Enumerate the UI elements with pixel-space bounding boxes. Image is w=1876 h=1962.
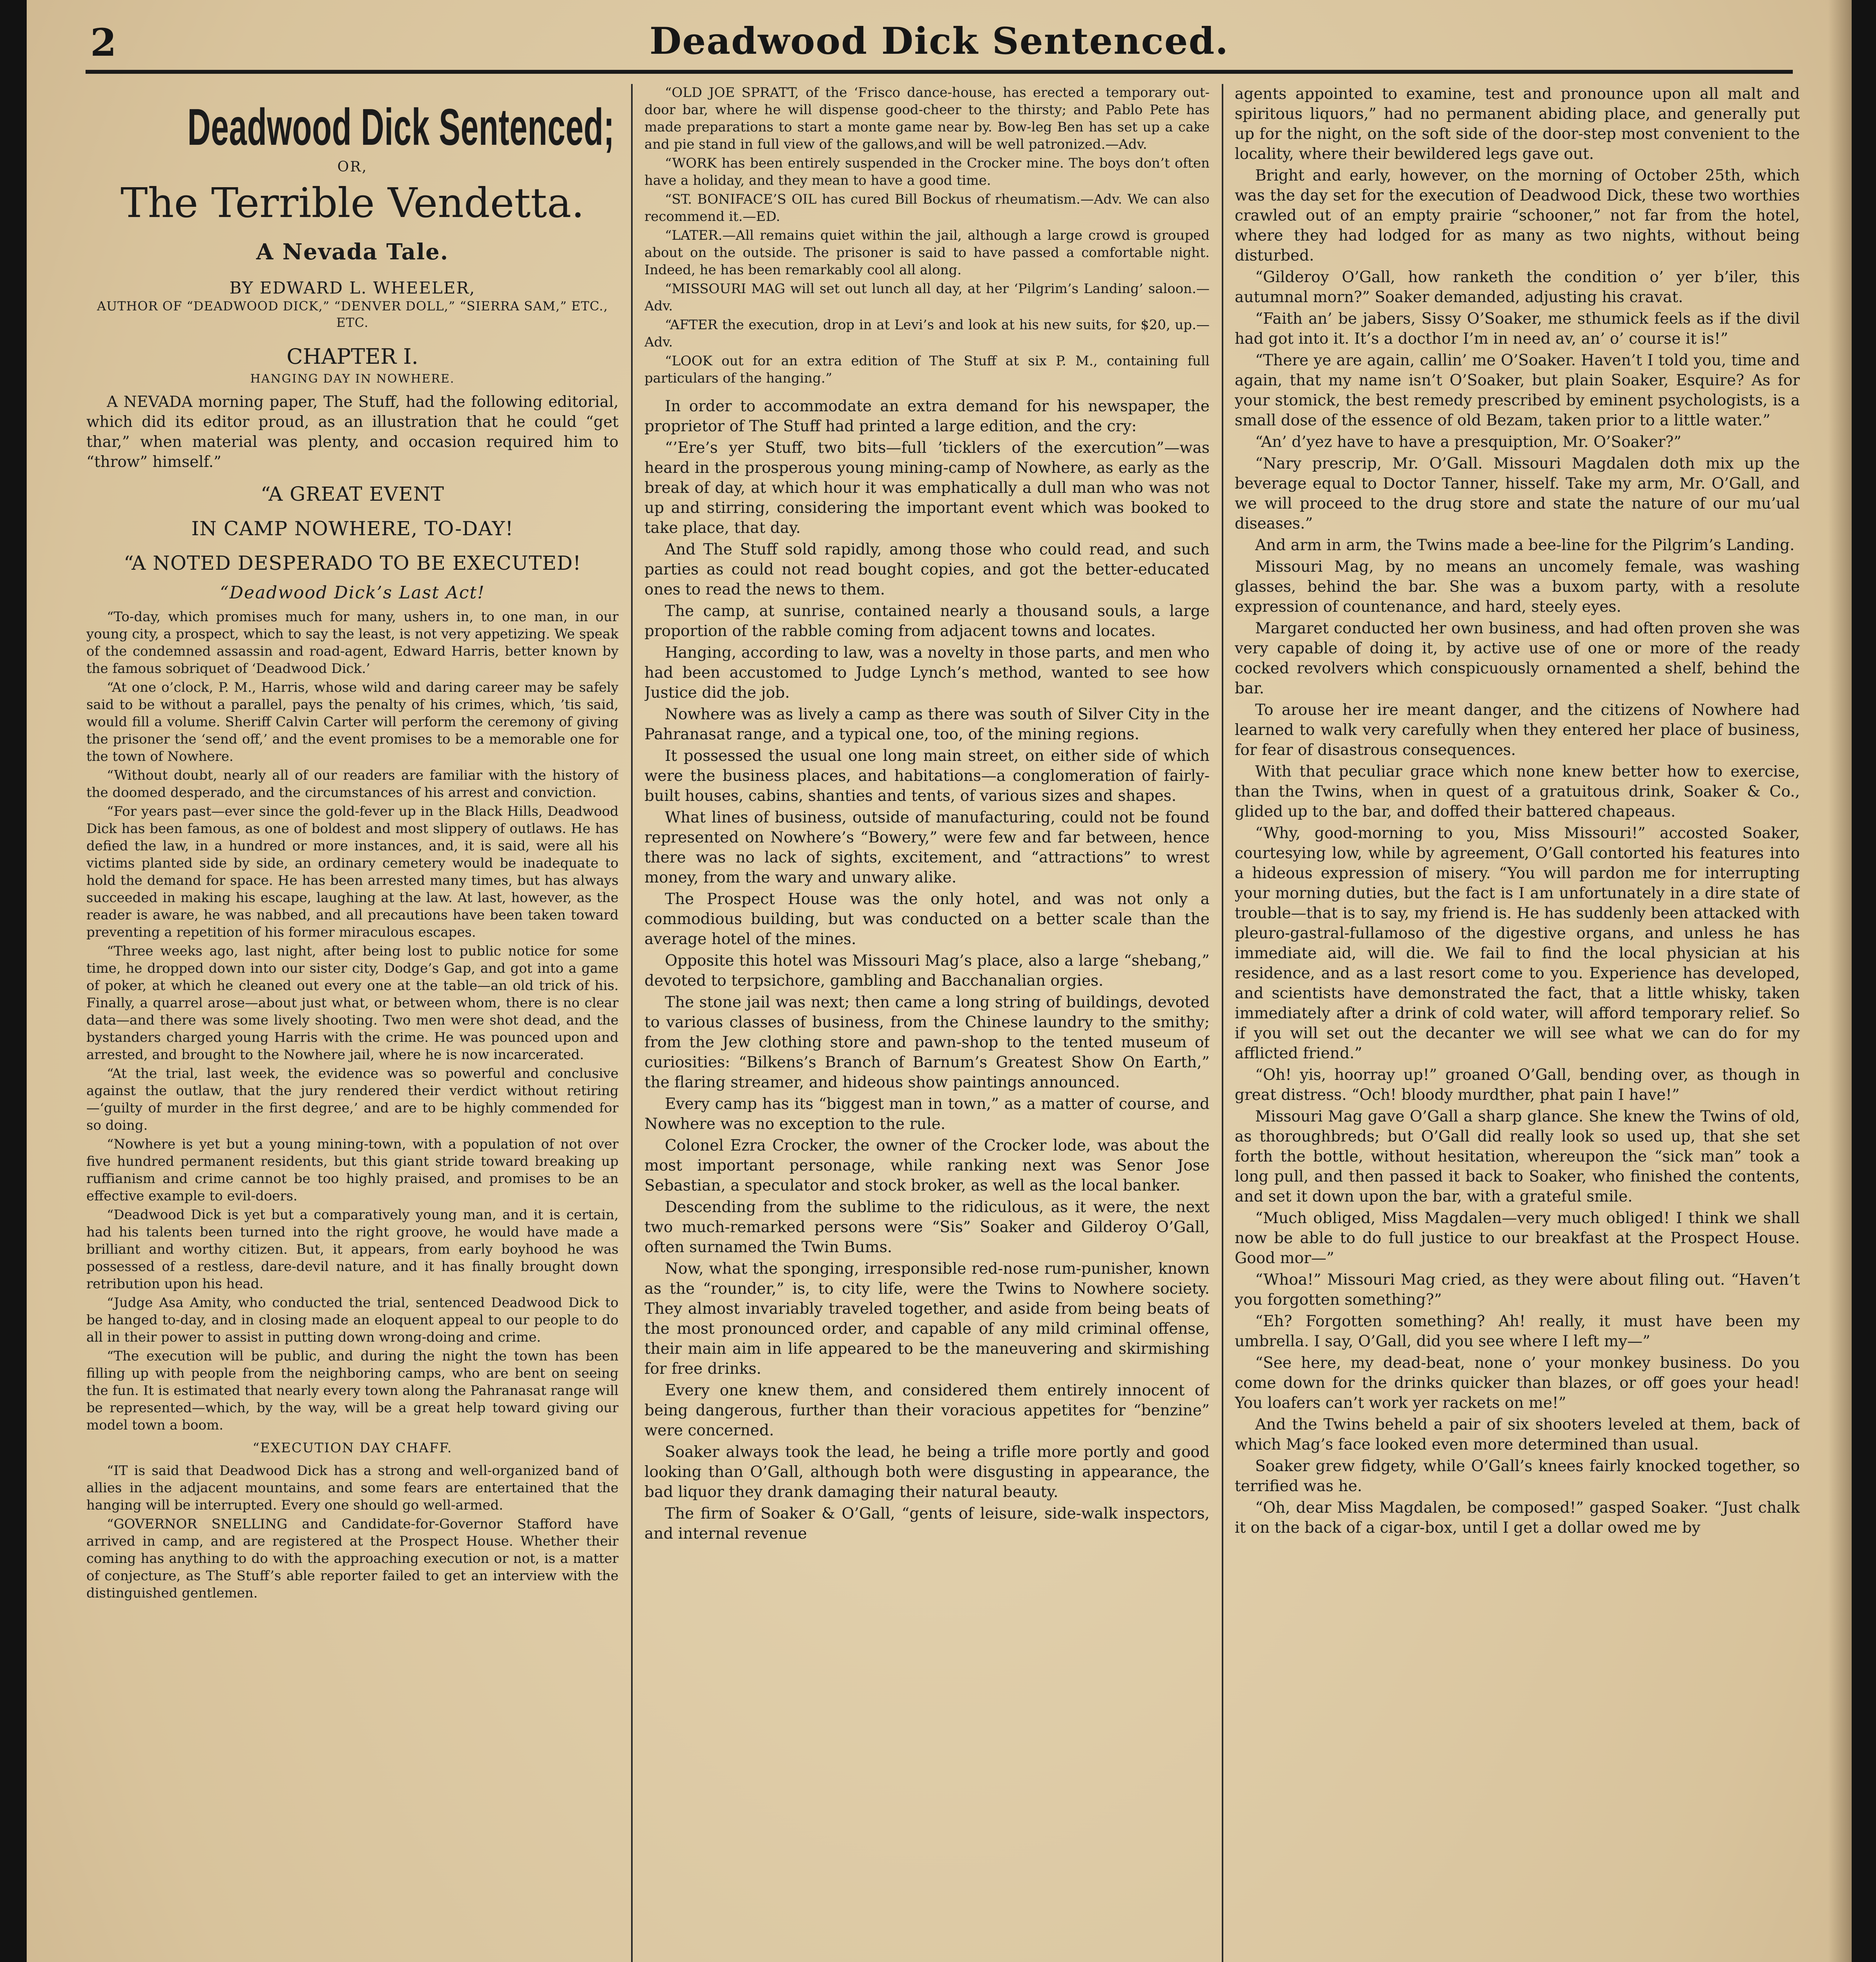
paragraph: The camp, at sunrise, contained nearly a thousand souls, a large proportion of the rabble coming from adjacent towns and locates. xyxy=(644,602,1210,640)
paragraph: “’Ere’s yer Stuff, two bits—full ’ticklers of the exercution”—was heard in the prosperous young mining-camp of Nowhere, as early as the break of day, at which hour it was emphatically a dull man who was not up and stirring, considering the important event which was booked to take place, that day. xyxy=(644,439,1210,537)
column-divider xyxy=(1222,84,1223,1962)
paragraph: “There ye are again, callin’ me O’Soaker. Haven’t I told you, time and again, that my name isn’t O’Soaker, but plain Soaker, Esquire? As for your stomick, the best remedy prescribed by eminent psychologists, is a small dose of the essence of old Bezam, taken prior to a little water.” xyxy=(1235,352,1800,429)
editorial-subhead: “Deadwood Dick’s Last Act! xyxy=(220,583,485,603)
paragraph: What lines of business, outside of manufacturing, could not be found represented on Nowhere’s “Bowery,” were few and far between, hence there was no lack of sights, excitement, and “attractions” to wrest money, from the wary and unwary alike. xyxy=(644,809,1210,886)
paragraph: “The execution will be public, and during the night the town has been filling up with people from the neighboring camps, who are bent on seeing the fun. It is estimated that nearly every town along the Pahranasat range will be represented—which, by the way, will be a great help toward giving our model town a boom. xyxy=(86,1348,619,1433)
paragraph: And arm in arm, the Twins made a bee-line for the Pilgrim’s Landing. xyxy=(1255,536,1795,554)
paragraph: “ST. BONIFACE’S OIL has cured Bill Bockus of rheumatism.—Adv. We can also recommend it.—ED. xyxy=(644,191,1210,224)
paragraph: Nowhere was as lively a camp as there was south of Silver City in the Pahranasat range, and a typical one, too, of the mining regions. xyxy=(644,706,1210,743)
paragraph: In order to accommodate an extra demand for his newspaper, the proprietor of The Stuff had printed a large edition, and the cry: xyxy=(644,398,1210,435)
paragraph: Colonel Ezra Crocker, the owner of the Crocker lode, was about the most important personage, while ranking next was Senor Jose Sebastian, a speculator and stock broker, as well as the local banker. xyxy=(644,1137,1210,1194)
author-credits: AUTHOR OF “DEADWOOD DICK,” “DENVER DOLL,” “SIERRA SAM,” ETC., ETC. xyxy=(97,299,608,330)
chapter-number: CHAPTER I. xyxy=(287,344,418,369)
paragraph: “Three weeks ago, last night, after being lost to public notice for some time, he dropped down into our sister city, Dodge’s Gap, and got into a game of poker, at which he cleaned out every one at the table—an old trick of his. Finally, a quarrel arose—about just what, or between whom, there is no clear data—and there was some lively shooting. Two men were shot dead, and the bystanders charged young Harris with the crime. He was pounced upon and arrested, and brought to the Nowhere jail, where he is now incarcerated. xyxy=(86,943,619,1063)
editorial-headline: IN CAMP NOWHERE, TO-DAY! xyxy=(191,517,514,540)
paragraph: “LATER.—All remains quiet within the jail, although a large crowd is grouped about on the outside. The prisoner is said to have passed a comfortable night. Indeed, he has been remarkably cool all along. xyxy=(644,228,1210,278)
paragraph: “At the trial, last week, the evidence was so powerful and conclusive against the outlaw, that the jury rendered their verdict without retiring—‘guilty of murder in the first degree,’ and are to be highly commended for so doing. xyxy=(86,1066,619,1133)
header-rule xyxy=(86,70,1793,74)
byline: BY EDWARD L. WHEELER, xyxy=(229,278,476,297)
editorial-headline: “A NOTED DESPERADO TO BE EXECUTED! xyxy=(124,552,581,574)
paragraph: Soaker grew fidgety, while O’Gall’s knees fairly knocked together, so terrified was he. xyxy=(1235,1457,1800,1495)
paragraph: “Much obliged, Miss Magdalen—very much obliged! I think we shall now be able to do full justice to our breakfast at the Prospect House. Good mor—” xyxy=(1235,1209,1800,1267)
story-title: Deadwood Dick Sentenced; xyxy=(187,98,615,156)
paragraph: It possessed the usual one long main street, on either side of which were the business places, and habitations—a conglomeration of fairly-built houses, cabins, shanties and tents, of various sizes and shapes. xyxy=(644,747,1210,805)
paragraph: “See here, my dead-beat, none o’ your monkey business. Do you come down for the drinks quicker than blazes, or off goes your head! You loafers can’t work yer rackets on me!” xyxy=(1235,1354,1800,1412)
paragraph: “AFTER the execution, drop in at Levi’s and look at his new suits, for $20, up.—Adv. xyxy=(644,317,1210,350)
column-1 xyxy=(86,84,619,1962)
title-or: OR, xyxy=(337,159,368,175)
paragraph: Descending from the sublime to the ridiculous, as it were, the next two much-remarked persons were “Sis” Soaker and Gilderoy O’Gall, often surnamed the Twin Bums. xyxy=(644,1198,1210,1256)
paragraph: “Nowhere is yet but a young mining-town, with a population of not over five hundred permanent residents, but this giant stride toward breaking up ruffianism and crime cannot be too highly praised, and promises to be an effective example to evil-doers. xyxy=(86,1136,619,1204)
paragraph: “Faith an’ be jabers, Sissy O’Soaker, me sthumick feels as if the divil had got into it. It’s a docthor I’m in need av, an’ o’ course it is!” xyxy=(1235,310,1800,348)
paragraph: The firm of Soaker & O’Gall, “gents of leisure, side-walk inspectors, and internal revenue xyxy=(644,1505,1210,1543)
paragraph: “For years past—ever since the gold-fever up in the Black Hills, Deadwood Dick has been famous, as one of boldest and most slippery of outlaws. He has defied the law, in a hundred or more instances, and, it is said, were all his victims planted side by side, an ordinary cemetery would be inadequate to hold the demand for space. He has been arrested many times, but has always succeeded in making his escape, laughing at the law. At last, however, as the reader is aware, he was nabbed, and all precautions have been taken toward preventing a repetition of his former miraculous escapes. xyxy=(86,804,619,940)
intro-paragraph: A NEVADA morning paper, The Stuff, had the following editorial, which did its editor proud, as an illustration that he could “get thar,” when material was plenty, and occasion required him to “throw” himself.” xyxy=(86,393,619,471)
paragraph: “Oh, dear Miss Magdalen, be composed!” gasped Soaker. “Just chalk it on the back of a cigar-box, until I get a dollar owed me by xyxy=(1235,1499,1800,1537)
story-subtitle: The Terrible Vendetta. xyxy=(120,179,584,227)
paragraph: “Nary prescrip, Mr. O’Gall. Missouri Magdalen doth mix up the beverage equal to Doctor Tanner, hisself. Take my arm, Mr. O’Gall, and we will proceed to the drug store and state the nature of our mu’ual diseases.” xyxy=(1235,455,1800,532)
paragraph: And The Stuff sold rapidly, among those who could read, and such parties as could not read bought copies, and got the better-educated ones to read the news to them. xyxy=(644,541,1210,598)
paragraph: Hanging, according to law, was a novelty in those parts, and men who had been accustomed to Judge Lynch’s method, wanted to see how Justice did the job. xyxy=(644,644,1210,702)
paragraph: Missouri Mag, by no means an uncomely female, was washing glasses, behind the bar. She was a buxom party, with a resolute expression of countenance, and hard, steely eyes. xyxy=(1235,558,1800,616)
paragraph: “GOVERNOR SNELLING and Candidate-for-Governor Stafford have arrived in camp, and are registered at the Prospect House. Whether their coming has anything to do with the approaching execution or not, is a matter of conjecture, as The Stuff’s able reporter failed to get an interview with the distinguished gentlemen. xyxy=(86,1516,619,1601)
section-heading: “EXECUTION DAY CHAFF. xyxy=(252,1440,453,1456)
paragraph: “To-day, which promises much for many, ushers in, to one man, in our young city, a prospect, which to say the least, is not very appetizing. We speak of the condemned assassin and road-agent, Edward Harris, better known by the famous sobriquet of ‘Deadwood Dick.’ xyxy=(86,609,619,676)
page-edge-shadow xyxy=(1828,0,1852,1962)
paragraph: Every camp has its “biggest man in town,” as a matter of course, and Nowhere was no exception to the rule. xyxy=(644,1095,1210,1133)
paragraph: “Eh? Forgotten something? Ah! really, it must have been my umbrella. I say, O’Gall, did you see where I left my—” xyxy=(1235,1313,1800,1350)
newspaper-page xyxy=(27,0,1852,1962)
paragraph: To arouse her ire meant danger, and the citizens of Nowhere had learned to walk very carefully when they entered her place of business, for fear of disastrous consequences. xyxy=(1235,701,1800,759)
page-number: 2 xyxy=(90,20,117,65)
paragraph: “At one o’clock, P. M., Harris, whose wild and daring career may be safely said to be without a parallel, pays the penalty of his crimes, which, ’tis said, would fill a volume. Sheriff Calvin Carter will perform the ceremony of giving the prisoner the ‘send off,’ and the event promises to be a memorable one for the town of Nowhere. xyxy=(86,680,619,764)
paragraph: “IT is said that Deadwood Dick has a strong and well-organized band of allies in the adjacent mountains, and some fears are entertained that the hanging will be interrupted. Every one should go well-armed. xyxy=(86,1463,619,1513)
column-2 xyxy=(644,84,1210,1962)
paragraph: Now, what the sponging, irresponsible red-nose rum-punisher, known as the “rounder,” is, to city life, were the Twins to Nowhere society. They almost invariably traveled together, and aside from being beats of the most pronounced order, and capable of any mild criminal offense, their main aim in life appeared to be the maneuvering and skirmishing for free drinks. xyxy=(644,1260,1210,1378)
paragraph: Every one knew them, and considered them entirely innocent of being dangerous, further than their voracious appetites for “benzine” were concerned. xyxy=(644,1382,1210,1439)
paragraph: “Why, good-morning to you, Miss Missouri!” accosted Soaker, courtesying low, while by agreement, O’Gall contorted his features into a hideous expression of misery. “You will pardon me for interrupting your morning duties, but the fact is I am unfortunately in a dire state of trouble—that is to say, my friend is. He has suddenly been attacked with pleuro-gastral-fullamoso of the digestive organs, and unless he has immediate aid, will die. We fail to find the local physician at his residence, and as a last resort come to you. Experience has developed, and scientists have demonstrated the fact, that a little whisky, taken immediately after a drink of cold water, will afford temporary relief. So if you will set out the decanter we will see what we can do for my afflicted friend.” xyxy=(1235,824,1800,1062)
column-3 xyxy=(1235,84,1800,1962)
paragraph: “Whoa!” Missouri Mag cried, as they were about filing out. “Haven’t you forgotten something?” xyxy=(1235,1271,1800,1309)
paragraph: “Judge Asa Amity, who conducted the trial, sentenced Deadwood Dick to be hanged to-day, and in closing made an eloquent appeal to our people to do all in their power to assist in putting down wrong-doing and crime. xyxy=(86,1295,619,1345)
paragraph: Margaret conducted her own business, and had often proven she was very capable of doing it, by active use of one or more of the ready cocked revolvers which conspicuously ornamented a shelf, behind the bar. xyxy=(1235,620,1800,697)
chapter-title: HANGING DAY IN NOWHERE. xyxy=(250,372,455,386)
running-title: Deadwood Dick Sentenced. xyxy=(649,20,1229,63)
paragraph: “An’ d’yez have to have a presquiption, Mr. O’Soaker?” xyxy=(1255,433,1682,451)
paragraph: “LOOK out for an extra edition of The Stuff at six P. M., containing full particulars of the hanging.” xyxy=(644,353,1210,386)
editorial-headline: “A GREAT EVENT xyxy=(260,483,445,505)
paragraph: agents appointed to examine, test and pronounce upon all malt and spiritous liquors,” had no permanent abiding place, and generally put up for the night, on the soft side of the door-step most convenient to the locality, where their bewildered legs gave out. xyxy=(1235,85,1800,163)
paragraph: With that peculiar grace which none knew better how to exercise, than the Twins, when in quest of a gratuitous drink, Soaker & Co., glided up to the bar, and doffed their battered chapeaus. xyxy=(1235,763,1800,821)
paragraph: “Oh! yis, hoorray up!” groaned O’Gall, bending over, as though in great distress. “Och! bloody murdther, phat pain I have!” xyxy=(1235,1066,1800,1104)
column-divider xyxy=(631,84,633,1962)
paragraph: “OLD JOE SPRATT, of the ‘Frisco dance-house, has erected a temporary out-door bar, where he will dispense good-cheer to the thirsty; and Pablo Pete has made preparations to start a monte game near by. Bow-leg Ben has set up a cake and pie stand in full view of the gallows,and will be well patronized.—Adv. xyxy=(644,85,1210,152)
paragraph: “Deadwood Dick is yet but a comparatively young man, and it is certain, had his talents been turned into the right groove, he would have made a brilliant and worthy citizen. But, it appears, from early boyhood he was possessed of a restless, dare-devil nature, and it has finally brought down retribution upon his head. xyxy=(86,1207,619,1292)
paragraph: Opposite this hotel was Missouri Mag’s place, also a large “shebang,” devoted to terpsichore, gambling and Bacchanalian orgies. xyxy=(644,952,1210,990)
paragraph: “WORK has been entirely suspended in the Crocker mine. The boys don’t often have a holiday, and they mean to have a good time. xyxy=(644,155,1210,188)
paragraph: Bright and early, however, on the morning of October 25th, which was the day set for the execution of Deadwood Dick, these two worthies crawled out of an empty prairie “schooner,” not far from the hotel, where they had lodged for as many as two nights, without being disturbed. xyxy=(1235,167,1800,264)
paragraph: Missouri Mag gave O’Gall a sharp glance. She knew the Twins of old, as thoroughbreds; but O’Gall did really look so used up, that she set forth the bottle, without hesitation, whereupon the “sick man” took a long pull, and then passed it back to Soaker, who finished the contents, and set it down upon the bar, with a grateful smile. xyxy=(1235,1108,1800,1205)
paragraph: “MISSOURI MAG will set out lunch all day, at her ‘Pilgrim’s Landing’ saloon.—Adv. xyxy=(644,281,1210,314)
paragraph: The stone jail was next; then came a long string of buildings, devoted to various classes of business, from the Chinese laundry to the smithy; from the Jew clothing store and pawn-shop to the tented museum of curiosities: “Bilkens’s Branch of Barnum’s Greatest Show On Earth,” the flaring streamer, and hideous show paintings announced. xyxy=(644,994,1210,1091)
story-genre: A Nevada Tale. xyxy=(256,239,449,265)
paragraph: “Gilderoy O’Gall, how ranketh the condition o’ yer b’iler, this autumnal morn?” Soaker demanded, adjusting his cravat. xyxy=(1235,268,1800,306)
paragraph: Soaker always took the lead, he being a trifle more portly and good looking than O’Gall, although both were disgusting in appearance, the bad liquor they drank damaging their natural beauty. xyxy=(644,1443,1210,1501)
paragraph: The Prospect House was the only hotel, and was not only a commodious building, but was conducted on a better scale than the average hotel of the mines. xyxy=(644,890,1210,948)
paragraph: And the Twins beheld a pair of six shooters leveled at them, back of which Mag’s face looked even more determined than usual. xyxy=(1235,1416,1800,1453)
paragraph: “Without doubt, nearly all of our readers are familiar with the history of the doomed desperado, and the circumstances of his arrest and conviction. xyxy=(86,768,619,800)
